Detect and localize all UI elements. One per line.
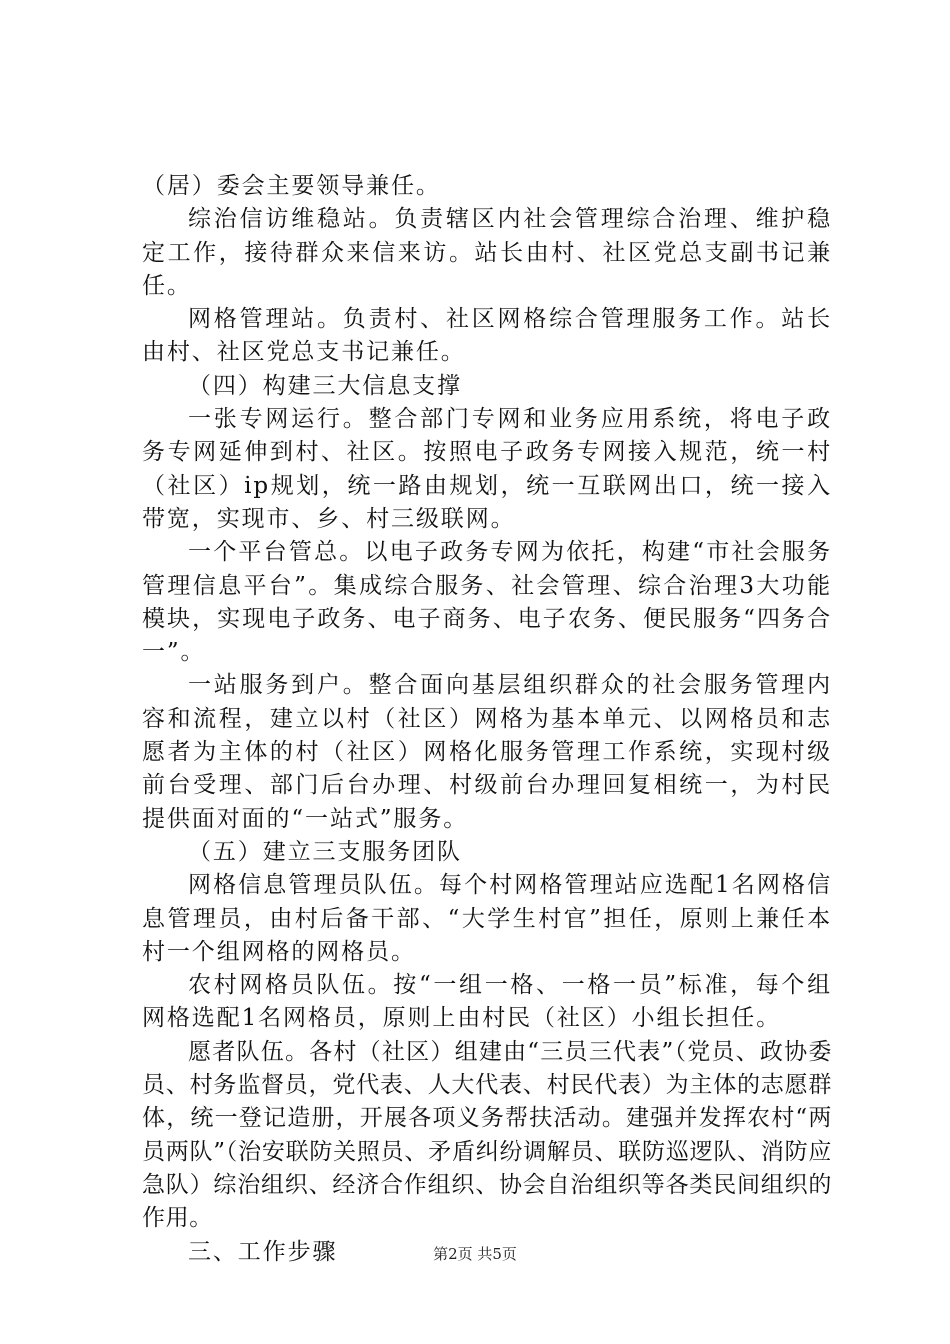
paragraph-rural-grid-workers: 农村网格员队伍。按“一组一格、一格一员”标准，每个组网格选配1名网格员，原则上由村民（社区）小组长担任。 [142,972,832,1032]
section-heading-work-steps: 三、工作步骤 [188,1238,338,1265]
paragraph-grid-station: 网格管理站。负责村、社区网格综合管理服务工作。站长由村、社区党总支书记兼任。 [142,306,832,366]
paragraph-private-network: 一张专网运行。整合部门专网和业务应用系统，将电子政务专网延伸到村、社区。按照电子政务专网接入规范，统一村（社区）ip规划，统一路由规划，统一互联网出口，统一接入带宽，实现市、乡、村三级联网。 [142,406,832,532]
section-heading-four: （四）构建三大信息支撑 [188,372,462,399]
paragraph-one-stop-service: 一站服务到户。整合面向基层组织群众的社会服务管理内容和流程，建立以村（社区）网格为基本单元、以网格员和志愿者为主体的村（社区）网格化服务管理工作系统，实现村级前台受理、部门后台办理、村级前台办理回复相统一，为村民提供面对面的“一站式”服务。 [142,672,832,832]
paragraph-continuation: （居）委会主要领导兼任。 [142,173,441,199]
paragraph-volunteers: 愿者队伍。各村（社区）组建由“三员三代表”（党员、政协委员、村务监督员，党代表、人大代表、村民代表）为主体的志愿群体，统一登记造册，开展各项义务帮扶活动。建强并发挥农村“两员两队”（治安联防关照员、矛盾纠纷调解员、联防巡逻队、消防应急队）综治组织、经济合作组织、协会自治组织等各类民间组织的作用。 [142,1038,832,1232]
paragraph-platform: 一个平台管总。以电子政务专网为依托，构建“市社会服务管理信息平台”。集成综合服务、社会管理、综合治理3大功能模块，实现电子政务、电子商务、电子农务、便民服务“四务合一”。 [142,539,832,666]
paragraph-grid-info-managers: 网格信息管理员队伍。每个村网格管理站应选配1名网格信息管理员，由村后备干部、“大学生村官”担任，原则上兼任本村一个组网格的网格员。 [142,872,832,965]
section-heading-five: （五）建立三支服务团队 [188,838,462,865]
page-footer: 第2页 共5页 [433,1245,517,1263]
document-body [142,170,832,1269]
paragraph-stability-station: 综治信访维稳站。负责辖区内社会管理综合治理、维护稳定工作，接待群众来信来访。站长由村、社区党总支副书记兼任。 [142,206,832,299]
